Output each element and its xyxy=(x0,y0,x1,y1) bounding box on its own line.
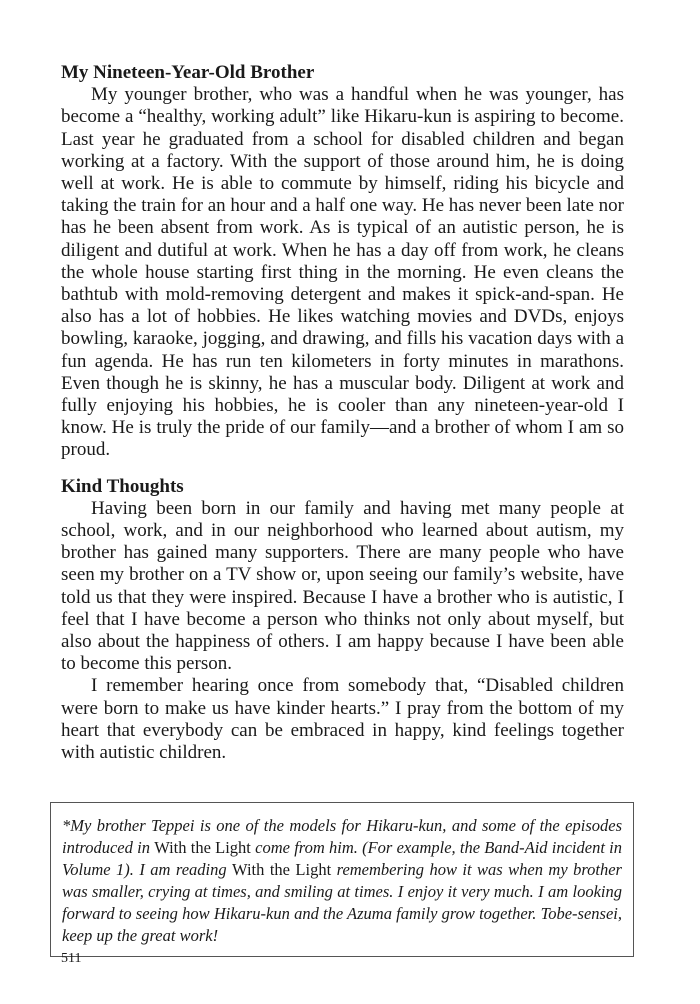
paragraph: My younger brother, who was a handful when he was younger, has become a “healthy, working adult” like Hikaru-kun is aspiring to become. Last year he graduated from a school for disabled children and began working at a factory. With the support of those around him, he is doing well at work. He is able to commute by himself, riding his bicycle and taking the train for an hour and a half one way. He has never been late nor has he been absent from work. As is typical of an autistic person, he is diligent and dutiful at work. When he has a day off from work, he cleans the whole house starting first thing in the morning. He even cleans the bathtub with mold-removing detergent and makes it spick-and-span. He also has a lot of hobbies. He likes watching movies and DVDs, enjoys bowling, karaoke, jogging, and drawing, and fills his vacation days with a fun agenda. He has run ten kilometers in forty minutes in marathons. Even though he is skinny, he has a muscular body. Diligent at work and fully enjoying his hobbies, he is cooler than any nineteen-year-old I know. He is truly the pride of our family—and a brother of whom I am so proud. xyxy=(61,84,624,461)
paragraph: I remember hearing once from somebody that, “Disabled children were born to make us have kinder hearts.” I pray from the bottom of my heart that everybody can be embraced in happy, kind feelings together with autistic children. xyxy=(61,675,624,764)
note-book-title: With the Light xyxy=(232,860,332,879)
paragraph: Having been born in our family and having met many people at school, work, and in our neighborhood who learned about autism, my brother has gained many supporters. There are many people who have seen my brother on a TV show or, upon seeing our family’s website, have told us that they were inspired. Because I have a brother who is autistic, I feel that I have become a person who thinks not only about myself, but also about the happiness of others. I am happy because I have been able to become this person. xyxy=(61,497,624,675)
note-text: *My brother Teppei is one of the models for Hikaru-kun, and some of the episodes introduced in xyxy=(62,816,622,857)
section-heading: My Nineteen-Year-Old Brother xyxy=(61,62,315,83)
section-nineteen-year-old-brother xyxy=(61,62,624,462)
section-heading: Kind Thoughts xyxy=(61,475,184,497)
note-book-title: With the Light xyxy=(154,838,251,857)
note-text: remembering how it was when my brother was smaller, crying at times, and smiling at times. I enjoy it very much. I am looking forward to seeing how Hikaru-kun and the Azuma family grow together. Tobe-sensei, keep up the great work! xyxy=(62,860,622,945)
footnote-box xyxy=(50,802,634,957)
page-number: 511 xyxy=(61,951,82,966)
section-kind-thoughts xyxy=(61,476,624,765)
note-text: come from him. (For example, the Band-Aid incident in Volume 1). I am reading xyxy=(62,838,622,879)
page-body xyxy=(61,62,624,764)
